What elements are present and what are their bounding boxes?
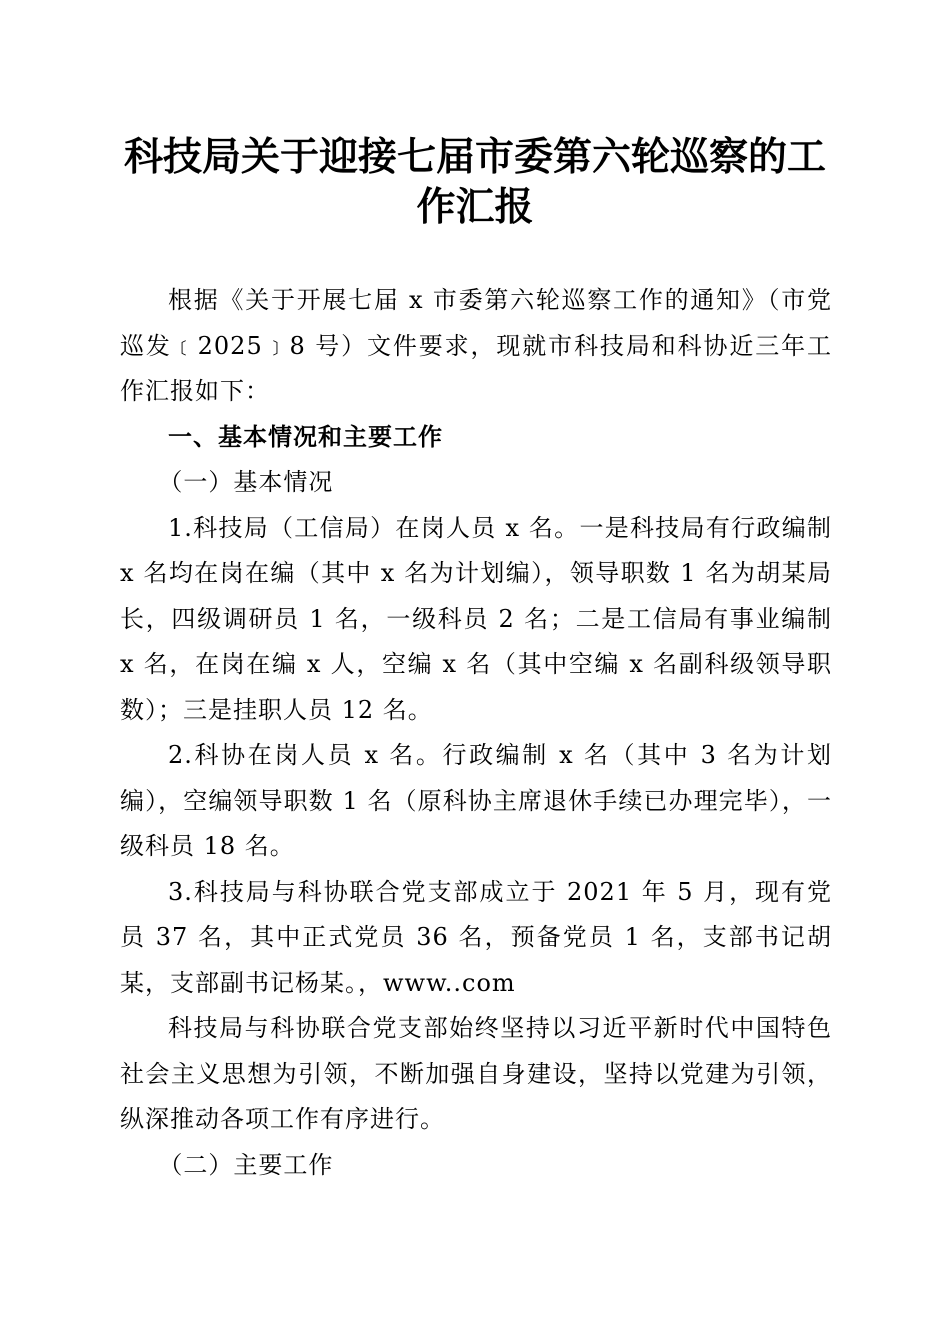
subsection-heading-basic-situation: （一）基本情况: [158, 468, 334, 496]
document-title: 科技局关于迎接七届市委第六轮巡察的工作汇报: [123, 134, 826, 230]
party-branch-paragraph: 科技局与科协联合党支部始终坚持以习近平新时代中国特色社会主义思想为引领，不断加强自身建设，坚持以党建为引领，纵深推动各项工作有序进行。: [120, 1014, 832, 1133]
section-heading-basic-and-main-work: 一、基本情况和主要工作: [168, 422, 443, 451]
subsection-heading-main-work: （二）主要工作: [158, 1150, 334, 1179]
document-body: [120, 278, 832, 1188]
intro-paragraph: 根据《关于开展七届 x 市委第六轮巡察工作的通知》（市党巡发﹝2025﹞8 号）文件要求，现就市科技局和科协近三年工作汇报如下：: [120, 286, 832, 405]
item-2-paragraph: 2.科协在岗人员 x 名。行政编制 x 名（其中 3 名为计划编），空编领导职数 1 名（原科协主席退休手续已办理完毕），一级科员 18 名。: [120, 741, 832, 860]
item-1-paragraph: 1.科技局（工信局）在岗人员 x 名。一是科技局有行政编制 x 名均在岗在编（其中 x 名为计划编），领导职数 1 名为胡某局长，四级调研员 1 名，一级科员 2 名；二是工信局有事业编制 x 名，在岗在编 x 人，空编 x 名（其中空编 x 名副科级领导职数）；三是挂职人员 12 名。: [120, 513, 832, 724]
item-3-paragraph: 3.科技局与科协联合党支部成立于 2021 年 5 月，现有党员 37 名，其中正式党员 36 名，预备党员 1 名，支部书记胡某，支部副书记杨某。，www..com: [120, 877, 832, 997]
